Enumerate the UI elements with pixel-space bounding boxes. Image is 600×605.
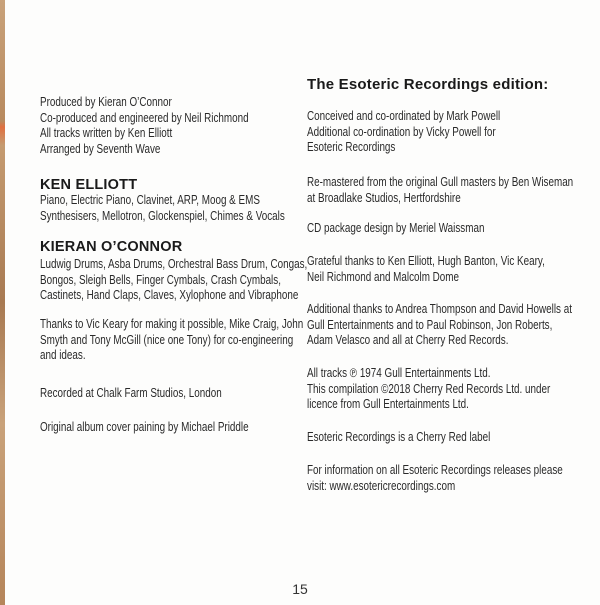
text-line: Grateful thanks to Ken Elliott, Hugh Banton, Vic Keary, <box>307 254 545 268</box>
instrument-line: Ludwig Drums, Asba Drums, Orchestral Bass Drum, Congas, <box>40 257 308 271</box>
design-paragraph <box>307 221 484 237</box>
production-credits <box>40 95 249 157</box>
kieran-oconnor-instruments <box>40 257 307 304</box>
instrument-line: Piano, Electric Piano, Clavinet, ARP, Moog & EMS <box>40 193 260 207</box>
thanks-line: and ideas. <box>40 348 86 363</box>
instrument-line: Synthesisers, Mellotron, Glockenspiel, Chimes & Vocals <box>40 208 285 223</box>
credit-line: All tracks written by Ken Elliott <box>40 126 173 141</box>
instrument-line: Bongos, Sleigh Bells, Finger Cymbals, Crash Cymbals, <box>40 272 281 287</box>
credit-line: Arranged by Seventh Wave <box>40 141 161 156</box>
info-paragraph <box>307 463 563 494</box>
text-line: Re-mastered from the original Gull masters by Ben Wiseman <box>307 175 574 189</box>
credit-line: Co-produced and engineered by Neil Richmond <box>40 110 249 125</box>
remaster-paragraph <box>307 175 573 206</box>
additional-thanks-paragraph <box>307 302 572 349</box>
edition-heading: The Esoteric Recordings edition: <box>307 76 549 93</box>
text-line: Esoteric Recordings is a Cherry Red label <box>307 430 491 444</box>
booklet-edge <box>0 0 5 605</box>
page-number: 15 <box>292 581 308 597</box>
text-line: CD package design by Meriel Waissman <box>307 221 485 235</box>
recorded-at: Recorded at Chalk Farm Studios, London <box>40 386 222 400</box>
website-text: visit: www.esotericrecordings.com <box>307 478 456 493</box>
text-line: Conceived and co-ordinated by Mark Powell <box>307 109 501 123</box>
copyright-paragraph <box>307 366 550 413</box>
kieran-oconnor-heading: KIERAN O’CONNOR <box>40 239 183 255</box>
thanks-line: Smyth and Tony McGill (nice one Tony) for co-engineering <box>40 332 294 347</box>
thanks-paragraph <box>40 317 303 364</box>
ken-elliott-heading: KEN ELLIOTT <box>40 177 138 193</box>
ken-elliott-instruments <box>40 193 285 224</box>
grateful-thanks-paragraph <box>307 254 545 285</box>
text-line: Additional thanks to Andrea Thompson and David Howells at <box>307 302 572 316</box>
text-line: at Broadlake Studios, Hertfordshire <box>307 190 461 205</box>
thanks-line: Thanks to Vic Keary for making it possible, Mike Craig, John <box>40 317 304 331</box>
text-line: licence from Gull Entertainments Ltd. <box>307 397 469 412</box>
text-line: Neil Richmond and Malcolm Dome <box>307 269 460 284</box>
text-line: Additional co-ordination by Vicky Powell for <box>307 124 496 139</box>
label-paragraph <box>307 430 490 446</box>
credit-line: Produced by Kieran O’Connor <box>40 95 172 109</box>
instrument-line: Castinets, Hand Claps, Claves, Xylophone and Vibraphone <box>40 288 299 303</box>
text-line: Esoteric Recordings <box>307 140 396 155</box>
text-line: All tracks ℗ 1974 Gull Entertainments Ltd. <box>307 366 491 380</box>
text-line: Gull Entertainments and to Paul Robinson, Jon Roberts, <box>307 317 553 332</box>
edition-paragraph <box>307 109 500 156</box>
text-line: For information on all Esoteric Recordings releases please <box>307 463 563 477</box>
text-line: Adam Velasco and all at Cherry Red Records. <box>307 333 509 348</box>
cover-credit: Original album cover paining by Michael Priddle <box>40 420 249 434</box>
text-line: This compilation ©2018 Cherry Red Records Ltd. under <box>307 381 551 396</box>
